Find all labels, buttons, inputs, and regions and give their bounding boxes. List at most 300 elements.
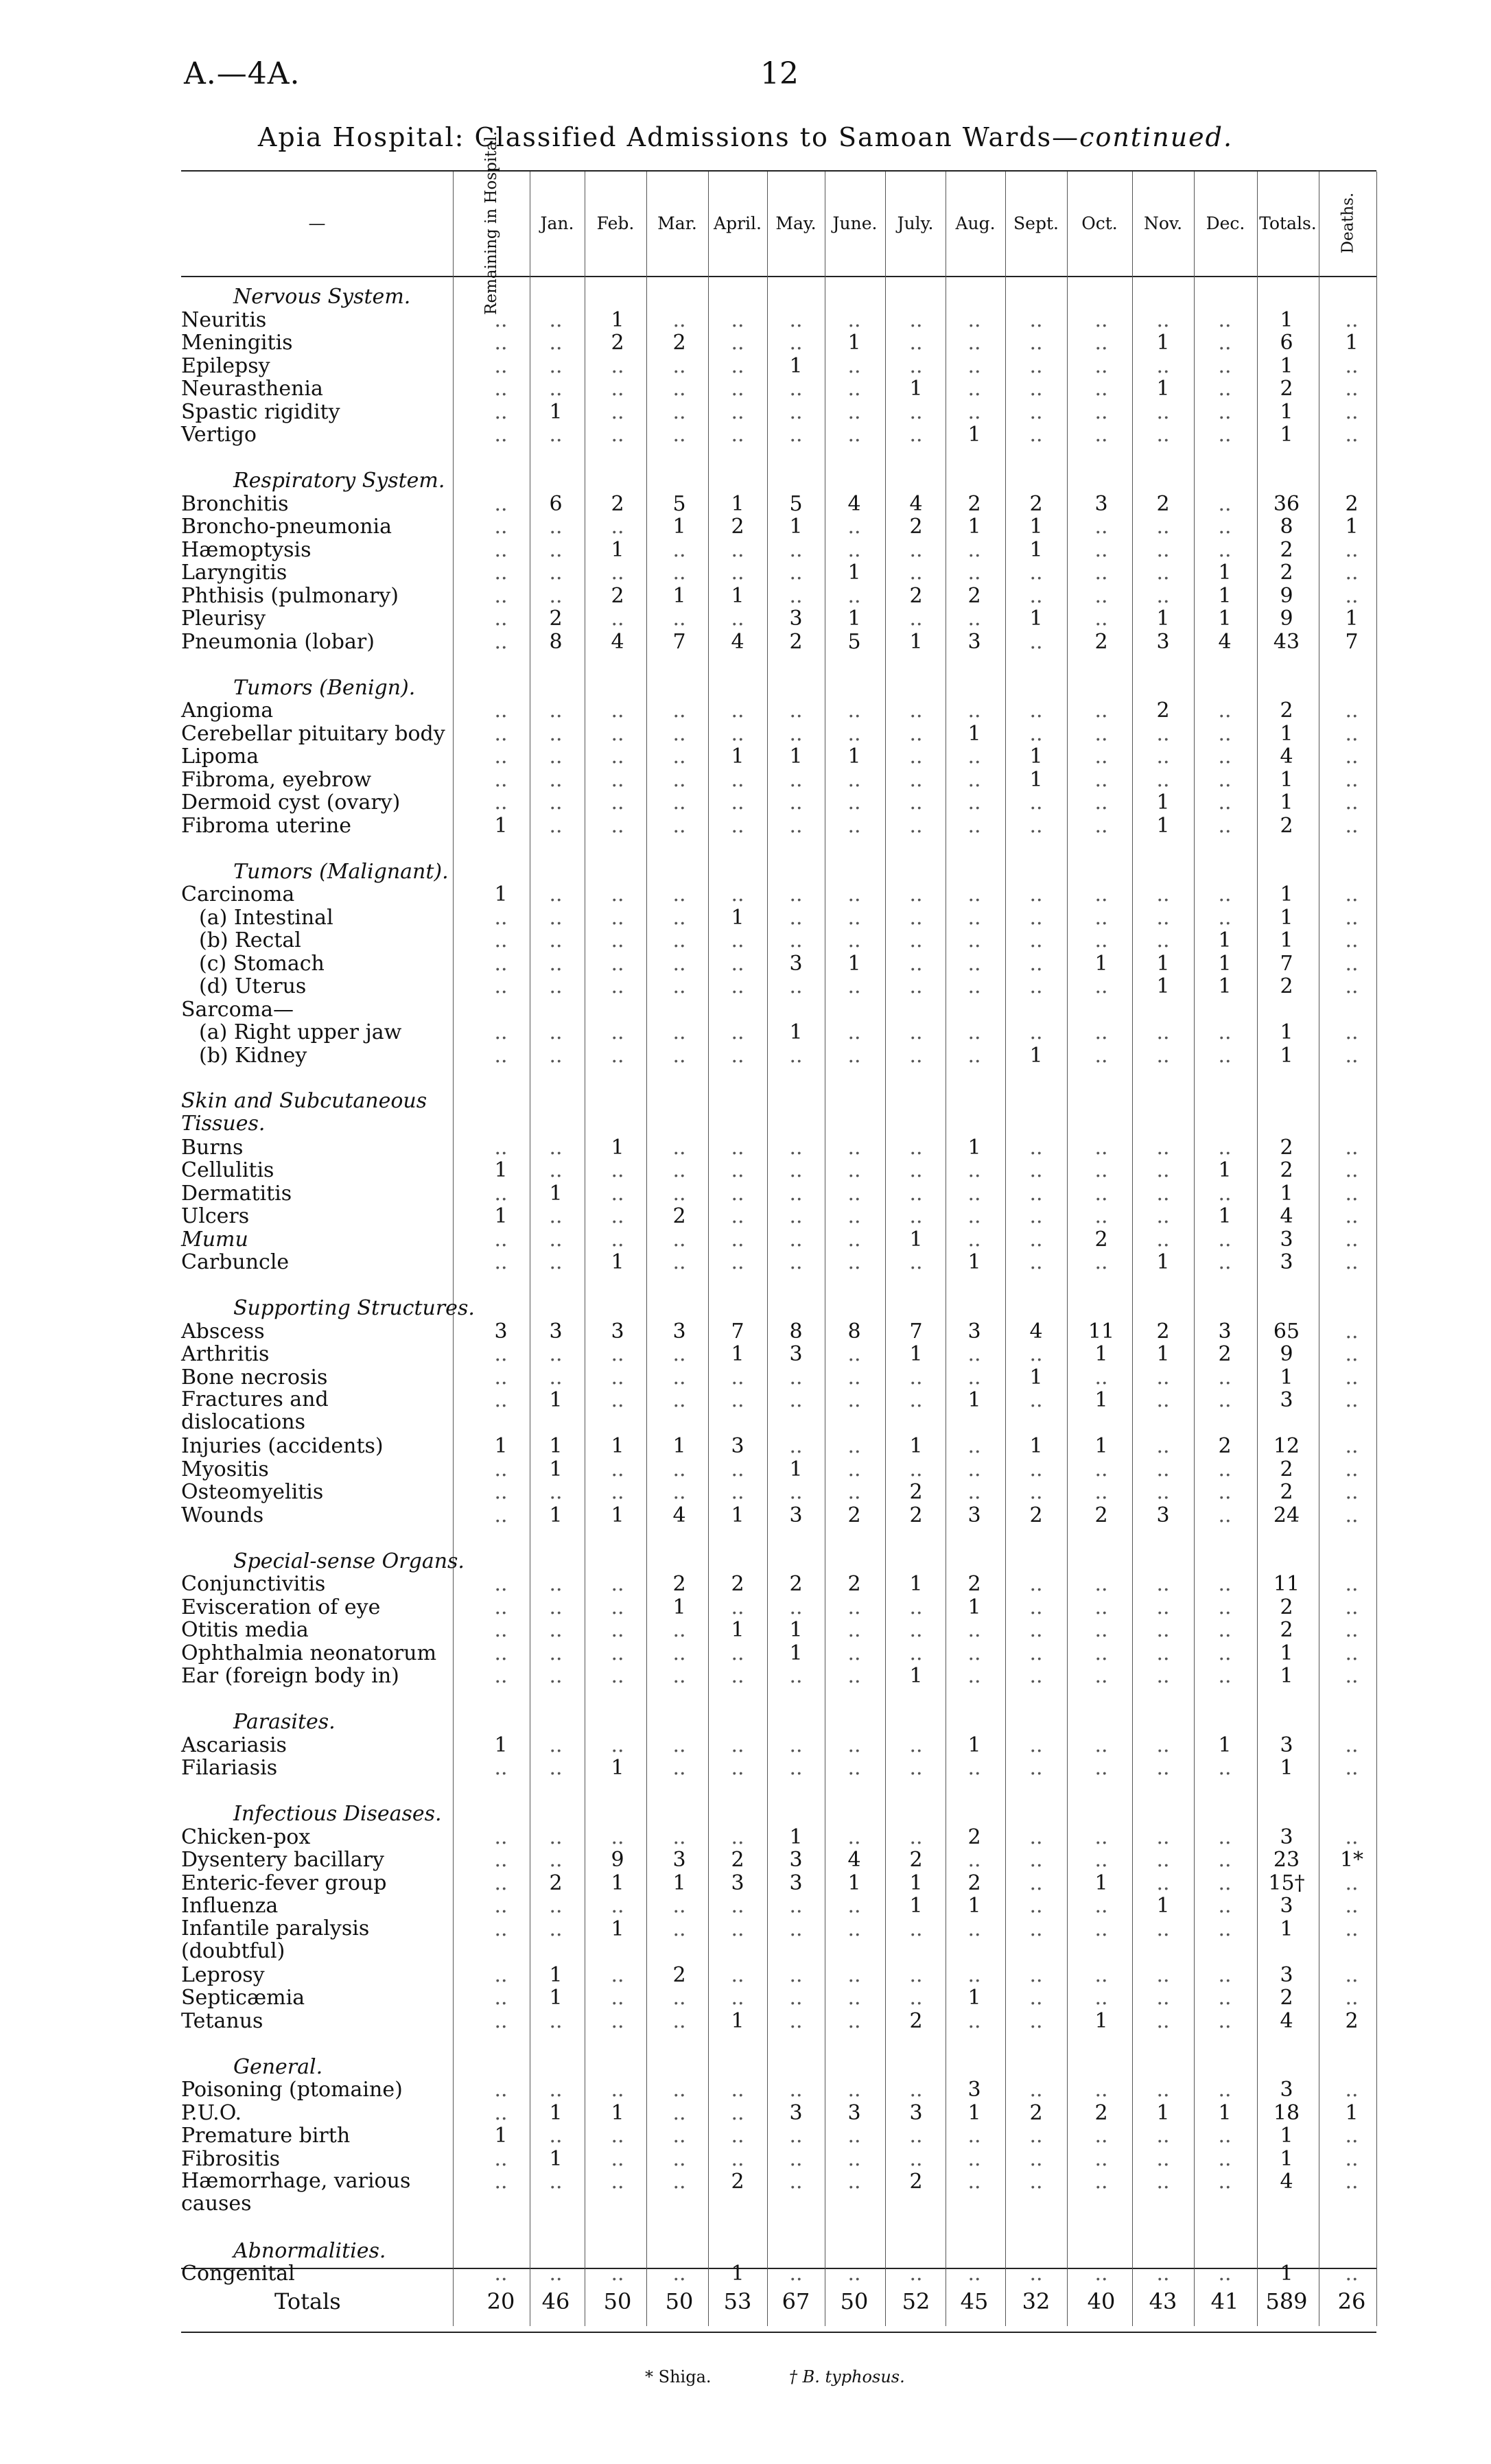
table-cell: 1 bbox=[611, 1503, 624, 1527]
table-cell: .. bbox=[672, 1480, 686, 1504]
table-cell: .. bbox=[1156, 515, 1170, 539]
table-cell: .. bbox=[789, 767, 803, 792]
table-cell: 1 bbox=[1218, 1733, 1232, 1757]
table-cell: 2 bbox=[1094, 629, 1108, 654]
section-title: Abnormalities. bbox=[233, 2238, 386, 2263]
table-cell: 2 bbox=[967, 583, 981, 608]
table-cell: 1 bbox=[1094, 2008, 1108, 2033]
table-cell: .. bbox=[494, 583, 508, 608]
table-cell: .. bbox=[909, 1365, 923, 1389]
row-label: Fractures and dislocations bbox=[181, 1387, 329, 1434]
table-cell: .. bbox=[967, 1227, 981, 1252]
table-cell: .. bbox=[672, 2262, 686, 2286]
table-cell: 3 bbox=[731, 1870, 744, 1895]
table-cell: .. bbox=[494, 2146, 508, 2171]
table-cell: 1 bbox=[731, 583, 744, 608]
column-rule bbox=[708, 172, 709, 2326]
row-label: (c) Stomach bbox=[199, 951, 325, 976]
table-cell: .. bbox=[672, 399, 686, 424]
table-cell: .. bbox=[1345, 1158, 1359, 1182]
row-label: Dysentery bacillary bbox=[181, 1848, 384, 1872]
table-cell: .. bbox=[1156, 1756, 1170, 1780]
table-cell: .. bbox=[909, 1043, 923, 1068]
table-cell: .. bbox=[847, 928, 861, 952]
row-label: Septicæmia bbox=[181, 1986, 305, 2010]
table-cell: 1 bbox=[789, 1824, 803, 1849]
table-cell: .. bbox=[1094, 1916, 1108, 1941]
table-cell: .. bbox=[1029, 2146, 1043, 2171]
table-cell: .. bbox=[847, 699, 861, 723]
table-cell: .. bbox=[611, 353, 624, 378]
table-cell: .. bbox=[967, 2008, 981, 2033]
column-header-month: Oct. bbox=[1081, 213, 1118, 233]
table-cell: 1 bbox=[1156, 2100, 1170, 2125]
table-cell: 1 bbox=[1218, 928, 1232, 952]
table-cell: .. bbox=[1029, 377, 1043, 401]
row-label: Infantile paralysis (doubtful) bbox=[181, 1916, 370, 1963]
table-cell: .. bbox=[1345, 583, 1359, 608]
table-cell: .. bbox=[549, 377, 563, 401]
table-cell: 3 bbox=[611, 1319, 624, 1344]
row-label: Conjunctivitis bbox=[181, 1572, 326, 1596]
table-cell: .. bbox=[1029, 1388, 1043, 1412]
table-cell: .. bbox=[1156, 1664, 1170, 1688]
column-rule bbox=[1257, 172, 1258, 2326]
table-cell: .. bbox=[611, 1824, 624, 1849]
table-cell: .. bbox=[847, 537, 861, 562]
column-header-month: April. bbox=[714, 213, 762, 233]
row-label: Myositis bbox=[181, 1457, 269, 1481]
table-cell: .. bbox=[611, 1962, 624, 1987]
table-cell: .. bbox=[672, 1733, 686, 1757]
table-cell: .. bbox=[789, 699, 803, 723]
table-cell: .. bbox=[611, 1158, 624, 1182]
table-cell: .. bbox=[1094, 1962, 1108, 1987]
table-cell: .. bbox=[1345, 1986, 1359, 2010]
table-cell: 1 bbox=[731, 1618, 744, 1642]
table-cell: .. bbox=[1218, 1756, 1232, 1780]
table-cell: .. bbox=[494, 1595, 508, 1619]
table-cell: .. bbox=[967, 1641, 981, 1665]
table-cell: 1 bbox=[789, 353, 803, 378]
table-cell: .. bbox=[1156, 2262, 1170, 2286]
table-cell: .. bbox=[909, 767, 923, 792]
table-cell: 1 bbox=[672, 1434, 686, 1458]
table-cell: 8 bbox=[549, 629, 563, 654]
table-cell: .. bbox=[1094, 2078, 1108, 2102]
table-cell: .. bbox=[494, 2100, 508, 2125]
table-cell: .. bbox=[1029, 307, 1043, 332]
table-cell: .. bbox=[967, 1043, 981, 1068]
table-cell: .. bbox=[611, 951, 624, 976]
table-cell: .. bbox=[549, 1848, 563, 1872]
table-cell: .. bbox=[1156, 399, 1170, 424]
table-cell: 1 bbox=[731, 1342, 744, 1366]
table-cell: .. bbox=[1029, 331, 1043, 355]
table-cell: .. bbox=[1094, 1250, 1108, 1274]
table-cell: .. bbox=[611, 1480, 624, 1504]
table-cell: .. bbox=[672, 1916, 686, 1941]
table-cell: .. bbox=[967, 331, 981, 355]
totals-cell: 45 bbox=[960, 2288, 989, 2314]
table-cell: .. bbox=[967, 1618, 981, 1642]
table-cell: .. bbox=[909, 699, 923, 723]
table-cell: .. bbox=[1345, 1618, 1359, 1642]
table-cell: .. bbox=[494, 1503, 508, 1527]
table-cell: .. bbox=[847, 2008, 861, 2033]
table-cell: .. bbox=[672, 1986, 686, 2010]
table-cell: .. bbox=[494, 515, 508, 539]
table-cell: .. bbox=[909, 399, 923, 424]
table-cell: 1 bbox=[789, 515, 803, 539]
table-cell: .. bbox=[494, 1250, 508, 1274]
table-cell: .. bbox=[1094, 1848, 1108, 1872]
table-cell: .. bbox=[1029, 2262, 1043, 2286]
totals-cell: 43 bbox=[1149, 2288, 1177, 2314]
totals-cell: 50 bbox=[665, 2288, 694, 2314]
table-cell: 7 bbox=[1280, 951, 1293, 976]
table-cell: .. bbox=[1345, 699, 1359, 723]
table-cell: .. bbox=[549, 1618, 563, 1642]
table-cell: .. bbox=[731, 1135, 744, 1160]
table-cell: 18 bbox=[1273, 2100, 1300, 2125]
table-cell: .. bbox=[1029, 1641, 1043, 1665]
table-cell: 9 bbox=[1280, 607, 1293, 631]
table-cell: .. bbox=[494, 2262, 508, 2286]
table-cell: .. bbox=[1345, 353, 1359, 378]
table-cell: .. bbox=[672, 2124, 686, 2148]
table-cell: .. bbox=[1029, 1158, 1043, 1182]
table-cell: 1 bbox=[847, 744, 861, 768]
table-cell: .. bbox=[1345, 905, 1359, 930]
table-cell: 3 bbox=[967, 1319, 981, 1344]
table-cell: .. bbox=[847, 813, 861, 838]
table-cell: 4 bbox=[1280, 2008, 1293, 2033]
table-cell: .. bbox=[549, 813, 563, 838]
table-cell: .. bbox=[847, 1342, 861, 1366]
table-cell: .. bbox=[1156, 1457, 1170, 1481]
column-header-remaining bbox=[453, 131, 530, 315]
table-cell: 1 bbox=[549, 1986, 563, 2010]
table-cell: .. bbox=[1094, 607, 1108, 631]
table-cell: .. bbox=[1345, 974, 1359, 998]
table-cell: 3 bbox=[1280, 1894, 1293, 1918]
table-cell: .. bbox=[611, 1227, 624, 1252]
table-cell: .. bbox=[672, 1227, 686, 1252]
table-cell: 1 bbox=[549, 1434, 563, 1458]
table-cell: .. bbox=[672, 377, 686, 401]
totals-cell: 40 bbox=[1087, 2288, 1116, 2314]
table-cell: 1 bbox=[909, 629, 923, 654]
row-label: Congenital bbox=[181, 2262, 295, 2286]
table-cell: 1 bbox=[611, 1756, 624, 1780]
table-cell: .. bbox=[1345, 1733, 1359, 1757]
table-cell: .. bbox=[494, 721, 508, 746]
column-header-month: Jan. bbox=[540, 213, 574, 233]
table-cell: .. bbox=[1218, 1618, 1232, 1642]
table-cell: .. bbox=[789, 928, 803, 952]
table-cell: .. bbox=[967, 928, 981, 952]
table-cell: 1 bbox=[731, 744, 744, 768]
totals-cell: 52 bbox=[902, 2288, 930, 2314]
table-cell: 11 bbox=[1088, 1319, 1115, 1344]
table-cell: 3 bbox=[967, 2078, 981, 2102]
column-rule bbox=[885, 172, 886, 2326]
table-cell: .. bbox=[1218, 767, 1232, 792]
totals-cell: 46 bbox=[541, 2288, 570, 2314]
table-cell: 1 bbox=[909, 1342, 923, 1366]
table-cell: .. bbox=[1029, 353, 1043, 378]
table-cell: .. bbox=[494, 744, 508, 768]
table-cell: 2 bbox=[1280, 1135, 1293, 1160]
table-cell: 1 bbox=[1156, 607, 1170, 631]
row-label: Leprosy bbox=[181, 1962, 265, 1987]
table-cell: 1 bbox=[611, 1870, 624, 1895]
table-cell: 1 bbox=[1280, 1756, 1293, 1780]
table-cell: .. bbox=[1029, 2170, 1043, 2194]
table-cell: 2 bbox=[909, 2008, 923, 2033]
table-cell: .. bbox=[1156, 767, 1170, 792]
table-cell: .. bbox=[1156, 1848, 1170, 1872]
table-cell: .. bbox=[1218, 2124, 1232, 2148]
table-cell: .. bbox=[1218, 1020, 1232, 1044]
column-header-deaths-text: Deaths. bbox=[1339, 192, 1357, 254]
table-cell: .. bbox=[611, 1618, 624, 1642]
table-cell: .. bbox=[1029, 583, 1043, 608]
table-cell: 1 bbox=[1156, 1342, 1170, 1366]
table-cell: .. bbox=[967, 1204, 981, 1228]
table-cell: .. bbox=[789, 1181, 803, 1206]
table-cell: .. bbox=[1156, 744, 1170, 768]
table-cell: .. bbox=[789, 882, 803, 906]
table-cell: .. bbox=[1156, 1595, 1170, 1619]
table-cell: .. bbox=[1345, 2170, 1359, 2194]
column-header-month: Nov. bbox=[1143, 213, 1183, 233]
row-label: Sarcoma— bbox=[181, 997, 294, 1022]
table-cell: .. bbox=[967, 353, 981, 378]
table-cell: 1 bbox=[1218, 1204, 1232, 1228]
table-cell: .. bbox=[494, 307, 508, 332]
table-cell: 4 bbox=[611, 629, 624, 654]
table-cell: 12 bbox=[1273, 1434, 1300, 1458]
table-cell: 3 bbox=[1280, 1250, 1293, 1274]
table-cell: .. bbox=[549, 1365, 563, 1389]
table-cell: .. bbox=[1218, 744, 1232, 768]
table-cell: .. bbox=[847, 1962, 861, 1987]
table-cell: 1 bbox=[731, 1503, 744, 1527]
table-cell: .. bbox=[1345, 1181, 1359, 1206]
table-cell: .. bbox=[847, 882, 861, 906]
table-cell: .. bbox=[789, 1043, 803, 1068]
table-cell: .. bbox=[909, 1733, 923, 1757]
table-cell: 1 bbox=[494, 1204, 508, 1228]
table-cell: .. bbox=[909, 1916, 923, 1941]
table-cell: .. bbox=[1345, 1250, 1359, 1274]
table-cell: 3 bbox=[1094, 491, 1108, 516]
totals-cell: 32 bbox=[1022, 2288, 1050, 2314]
column-rule bbox=[1132, 172, 1133, 2326]
table-cell: .. bbox=[789, 561, 803, 585]
table-cell: .. bbox=[611, 1641, 624, 1665]
table-cell: .. bbox=[1156, 423, 1170, 447]
table-cell: 2 bbox=[909, 1480, 923, 1504]
table-cell: .. bbox=[1345, 1824, 1359, 1849]
table-cell: 1 bbox=[1345, 331, 1359, 355]
table-cell: .. bbox=[611, 399, 624, 424]
table-cell: .. bbox=[909, 1618, 923, 1642]
table-cell: .. bbox=[672, 974, 686, 998]
table-cell: 1 bbox=[1280, 2124, 1293, 2148]
column-header-month: Mar. bbox=[657, 213, 697, 233]
table-cell: .. bbox=[611, 1043, 624, 1068]
table-cell: .. bbox=[847, 2262, 861, 2286]
table-cell: 3 bbox=[1280, 1227, 1293, 1252]
table-cell: 1 bbox=[1280, 1916, 1293, 1941]
table-cell: 1 bbox=[909, 1870, 923, 1895]
table-cell: .. bbox=[549, 537, 563, 562]
table-cell: 1 bbox=[909, 1664, 923, 1688]
table-cell: .. bbox=[1094, 1135, 1108, 1160]
column-header-totals: Totals. bbox=[1259, 213, 1317, 233]
table-cell: .. bbox=[672, 1894, 686, 1918]
column-header-month: Feb. bbox=[596, 213, 635, 233]
table-cell: 2 bbox=[1029, 1503, 1043, 1527]
table-cell: .. bbox=[847, 1641, 861, 1665]
table-cell: 1 bbox=[1280, 928, 1293, 952]
table-cell: .. bbox=[672, 1457, 686, 1481]
table-cell: .. bbox=[789, 2078, 803, 2102]
totals-cell: 20 bbox=[486, 2288, 515, 2314]
table-cell: .. bbox=[1218, 1664, 1232, 1688]
table-cell: .. bbox=[549, 744, 563, 768]
table-cell: .. bbox=[1029, 1733, 1043, 1757]
table-cell: 1 bbox=[549, 1962, 563, 1987]
table-cell: 2 bbox=[549, 1870, 563, 1895]
table-cell: .. bbox=[611, 423, 624, 447]
table-cell: .. bbox=[1094, 1756, 1108, 1780]
totals-cell: 41 bbox=[1210, 2288, 1239, 2314]
table-cell: 3 bbox=[789, 607, 803, 631]
table-cell: .. bbox=[731, 1962, 744, 1987]
table-cell: .. bbox=[611, 882, 624, 906]
table-cell: .. bbox=[909, 1641, 923, 1665]
table-cell: .. bbox=[672, 1181, 686, 1206]
table-cell: .. bbox=[731, 1733, 744, 1757]
table-cell: .. bbox=[731, 1916, 744, 1941]
table-cell: 1 bbox=[611, 307, 624, 332]
totals-cell: 589 bbox=[1265, 2288, 1308, 2314]
table-cell: .. bbox=[1029, 2124, 1043, 2148]
table-cell: .. bbox=[789, 1595, 803, 1619]
table-cell: .. bbox=[611, 767, 624, 792]
table-cell: 2 bbox=[672, 1572, 686, 1596]
totals-label: Totals bbox=[274, 2288, 341, 2314]
section-title: Skin and Subcutaneous Tissues. bbox=[181, 1088, 427, 1136]
table-cell: .. bbox=[731, 377, 744, 401]
table-cell: 3 bbox=[967, 1503, 981, 1527]
table-cell: .. bbox=[1345, 2078, 1359, 2102]
table-cell: .. bbox=[1156, 561, 1170, 585]
table-cell: 2 bbox=[1156, 699, 1170, 723]
table-cell: .. bbox=[611, 2170, 624, 2194]
table-cell: .. bbox=[611, 1204, 624, 1228]
table-cell: .. bbox=[1094, 2262, 1108, 2286]
table-cell: .. bbox=[847, 515, 861, 539]
table-cell: 1 bbox=[847, 951, 861, 976]
table-cell: .. bbox=[1218, 2008, 1232, 2033]
table-cell: .. bbox=[611, 790, 624, 814]
table-cell: .. bbox=[1218, 1848, 1232, 1872]
totals-cell: 50 bbox=[840, 2288, 869, 2314]
table-cell: .. bbox=[1218, 331, 1232, 355]
table-cell: .. bbox=[494, 561, 508, 585]
table-cell: 4 bbox=[1029, 1319, 1043, 1344]
table-cell: .. bbox=[1345, 1503, 1359, 1527]
table-cell: .. bbox=[494, 377, 508, 401]
table-cell: 3 bbox=[1156, 629, 1170, 654]
table-cell: .. bbox=[549, 974, 563, 998]
table-cell: 1 bbox=[1156, 331, 1170, 355]
table-cell: .. bbox=[909, 1250, 923, 1274]
table-cell: 1 bbox=[967, 2100, 981, 2125]
table-cell: .. bbox=[549, 2078, 563, 2102]
row-label: (a) Right upper jaw bbox=[199, 1020, 402, 1044]
table-cell: .. bbox=[1029, 1986, 1043, 2010]
table-cell: .. bbox=[494, 491, 508, 516]
table-cell: .. bbox=[789, 905, 803, 930]
table-cell: .. bbox=[1156, 1870, 1170, 1895]
table-cell: .. bbox=[847, 2124, 861, 2148]
table-cell: .. bbox=[672, 537, 686, 562]
table-cell: .. bbox=[1029, 399, 1043, 424]
table-cell: .. bbox=[549, 1733, 563, 1757]
section-title: Respiratory System. bbox=[233, 469, 445, 493]
table-cell: 2 bbox=[1280, 813, 1293, 838]
table-cell: .. bbox=[731, 423, 744, 447]
table-cell: .. bbox=[1029, 1457, 1043, 1481]
table-cell: .. bbox=[967, 1020, 981, 1044]
table-cell: .. bbox=[1345, 1572, 1359, 1596]
table-cell: .. bbox=[1345, 1342, 1359, 1366]
table-cell: .. bbox=[847, 1388, 861, 1412]
table-cell: .. bbox=[549, 1158, 563, 1182]
table-cell: .. bbox=[1218, 1962, 1232, 1987]
row-label: Dermoid cyst (ovary) bbox=[181, 790, 401, 814]
table-cell: .. bbox=[1156, 1916, 1170, 1941]
table-cell: .. bbox=[789, 2124, 803, 2148]
table-cell: 1 bbox=[1280, 1664, 1293, 1688]
table-cell: .. bbox=[909, 331, 923, 355]
table-cell: .. bbox=[731, 2124, 744, 2148]
table-cell: .. bbox=[1345, 1916, 1359, 1941]
table-cell: .. bbox=[909, 537, 923, 562]
table-cell: 2 bbox=[731, 515, 744, 539]
table-cell: 4 bbox=[1280, 744, 1293, 768]
table-cell: .. bbox=[611, 905, 624, 930]
table-cell: 1 bbox=[1218, 583, 1232, 608]
table-cell: .. bbox=[549, 1135, 563, 1160]
table-cell: .. bbox=[1345, 399, 1359, 424]
table-cell: .. bbox=[1345, 1135, 1359, 1160]
row-label: Bone necrosis bbox=[181, 1365, 328, 1389]
table-cell: .. bbox=[1029, 1572, 1043, 1596]
table-cell: .. bbox=[611, 1894, 624, 1918]
row-label: Poisoning (ptomaine) bbox=[181, 2078, 403, 2102]
table-cell: .. bbox=[549, 2124, 563, 2148]
table-cell: 1 bbox=[1218, 607, 1232, 631]
table-cell: .. bbox=[549, 721, 563, 746]
table-cell: .. bbox=[549, 951, 563, 976]
